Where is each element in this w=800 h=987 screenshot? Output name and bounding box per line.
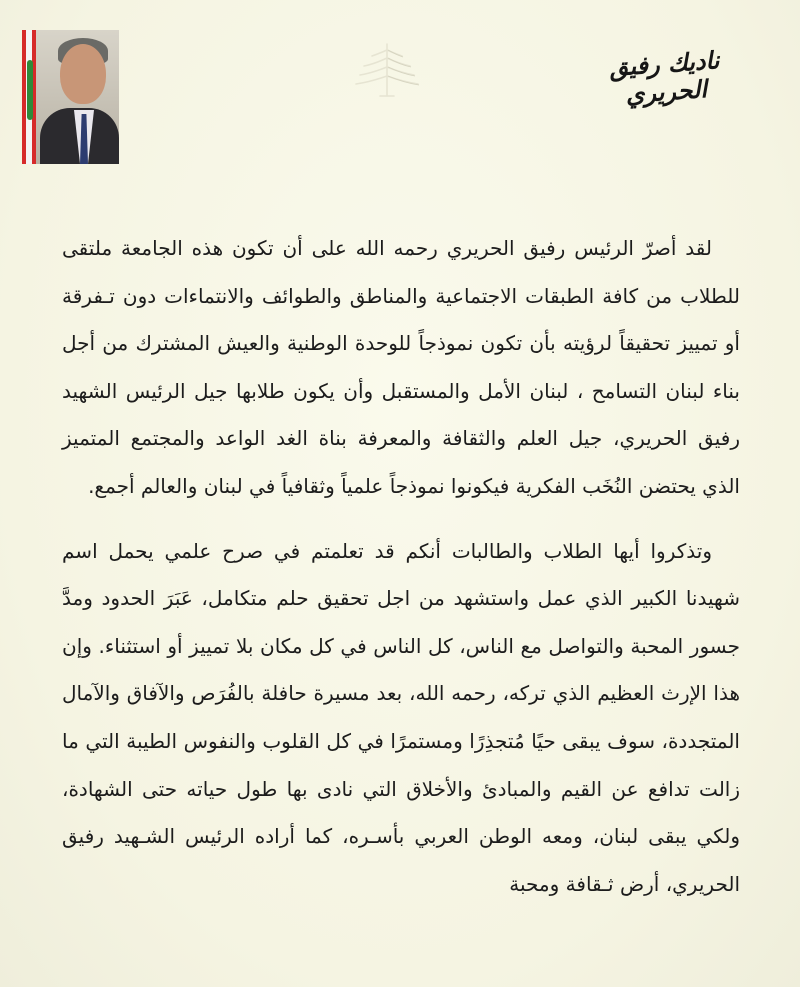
letter-body — [62, 225, 740, 908]
portrait-photo — [22, 30, 119, 164]
paragraph: وتذكروا أيها الطلاب والطالبات أنكم قد تعلمتم في صرح علمي يحمل اسم شهيدنا الكبير الذي عمل واستشهد من اجل تحقيق حلم متكامل، عَبَرَ الحدود ومدَّ جسور المحبة والتواصل مع الناس، كل الناس في كل مكان بلا تمييز أو استثناء. وإن هذا الإرث العظيم الذي تركه، رحمه الله، بعد مسيرة حافلة بالفُرَص والآفاق والآمال المتجددة، سوف يبقى حيًا مُتجذِرًا ومستمرًا في كل القلوب والنفوس الطيبة التي ما زالت تدافع عن القيم والمبادئ والأخلاق التي نادى بها طول حياته حتى الشهادة، ولكي يبقى لبنان، ومعه الوطن العربي بأسـره، كما أراده الرئيس الشـهيد رفيق الحريري، أرض ثـقافة ومحبة — [62, 538, 740, 896]
paragraph: لقد أصرّ الرئيس رفيق الحريري رحمه الله على أن تكون هذه الجامعة ملتقى للطلاب من كافة الطبقات الاجتماعية والمناطق والطوائف والانتماءات دون تـفرقة أو تمييز تحقيقاً لرؤيته بأن تكون نموذجاً للوحدة الوطنية والعيش المشترك من أجل بناء لبنان التسامح ، لبنان الأمل والمستقبل وأن يكون طلابها جيل الرئيس الشهيد رفيق الحريري، جيل العلم والثقافة والمعرفة بناة الغد الواعد والمجتمع المتميز الذي يحتضن النُخَب الفكرية فيكونوا نموذجاً علمياً وثقافياً في لبنان والعالم أجمع. — [62, 236, 740, 498]
signature: ناديك رفيق الحريري — [608, 46, 721, 109]
cedar-icon — [352, 40, 422, 104]
